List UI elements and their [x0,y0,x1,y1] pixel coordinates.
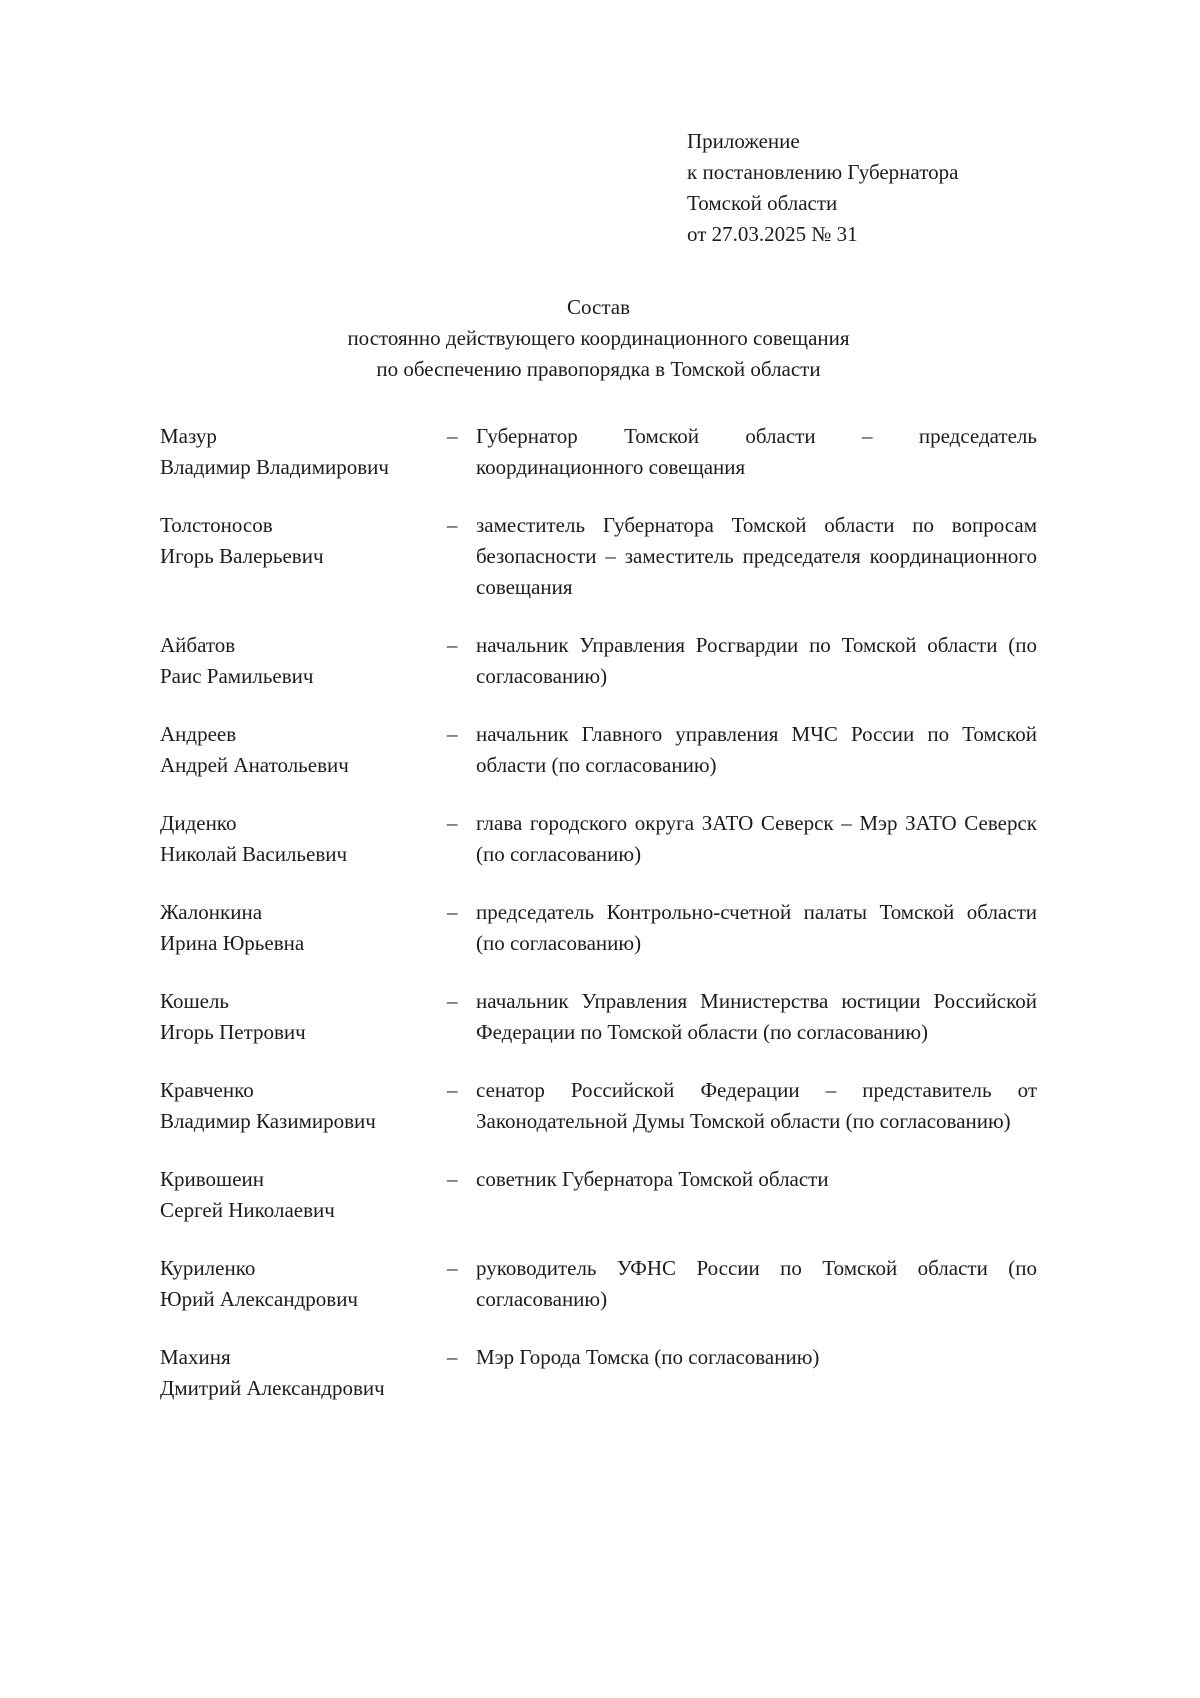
member-position: Губернатор Томской области – председатель координационного совещания [476,424,1037,479]
member-surname: Кравченко [160,1078,254,1102]
member-position: глава городского округа ЗАТО Северск – Мэр ЗАТО Северск (по согласованию) [476,811,1037,866]
member-row [160,1342,1037,1404]
member-name [160,630,447,692]
member-surname: Айбатов [160,633,236,657]
dash-separator: – [447,1256,458,1280]
member-surname: Андреев [160,722,237,746]
member-position: Мэр Города Томска (по согласованию) [476,1345,820,1369]
member-position: председатель Контрольно-счетной палаты Томской области (по согласованию) [476,900,1037,955]
member-name [160,808,447,870]
member-name [160,719,447,781]
member-row [160,1164,1037,1226]
member-surname: Жалонкина [160,900,263,924]
appendix-header-line: Приложение [687,129,800,153]
member-surname: Диденко [160,811,237,835]
document-title-line: постоянно действующего координационного совещания [347,326,850,350]
dash-separator: – [447,811,458,835]
dash-separator: – [447,513,458,537]
member-row [160,986,1037,1048]
member-name [160,986,447,1048]
member-position: начальник Главного управления МЧС России по Томской области (по согласованию) [476,722,1037,777]
appendix-header-line: от 27.03.2025 № 31 [687,222,858,246]
member-surname: Куриленко [160,1256,256,1280]
member-given-names: Юрий Александрович [160,1287,358,1311]
member-surname: Мазур [160,424,217,448]
member-given-names: Владимир Казимирович [160,1109,376,1133]
member-name [160,1164,447,1226]
member-given-names: Ирина Юрьевна [160,931,305,955]
member-surname: Толстоносов [160,513,273,537]
appendix-header [687,126,1037,250]
member-position: начальник Управления Росгвардии по Томской области (по согласованию) [476,633,1037,688]
member-row [160,808,1037,870]
member-position: начальник Управления Министерства юстиции Российской Федерации по Томской области (по согласованию) [476,989,1037,1044]
dash-separator: – [447,1078,458,1102]
member-surname: Кривошеин [160,1167,264,1191]
appendix-header-line: Томской области [687,191,838,215]
member-given-names: Сергей Николаевич [160,1198,335,1222]
document-title-line: по обеспечению правопорядка в Томской области [376,357,821,381]
member-row [160,719,1037,781]
member-row [160,1075,1037,1137]
member-given-names: Дмитрий Александрович [160,1376,385,1400]
dash-separator: – [447,722,458,746]
member-position: сенатор Российской Федерации – представитель от Законодательной Думы Томской области (по согласованию) [476,1078,1037,1133]
dash-separator: – [447,989,458,1013]
member-given-names: Андрей Анатольевич [160,753,349,777]
member-row [160,510,1037,603]
appendix-header-line: к постановлению Губернатора [687,160,959,184]
member-position: заместитель Губернатора Томской области по вопросам безопасности – заместитель председателя координационного совещания [476,513,1037,599]
dash-separator: – [447,1345,458,1369]
dash-separator: – [447,900,458,924]
member-given-names: Игорь Петрович [160,1020,306,1044]
member-given-names: Николай Васильевич [160,842,348,866]
member-given-names: Игорь Валерьевич [160,544,324,568]
member-row [160,421,1037,483]
member-row [160,1253,1037,1315]
document-title [160,292,1037,385]
document-title-line: Состав [566,295,631,319]
dash-separator: – [447,633,458,657]
member-position: руководитель УФНС России по Томской области (по согласованию) [476,1256,1037,1311]
member-name [160,510,447,572]
member-row [160,897,1037,959]
member-surname: Махиня [160,1345,231,1369]
member-name [160,897,447,959]
member-name [160,1253,447,1315]
member-given-names: Владимир Владимирович [160,455,389,479]
member-name [160,421,447,483]
member-name [160,1342,447,1404]
member-given-names: Раис Рамильевич [160,664,314,688]
member-name [160,1075,447,1137]
dash-separator: – [447,424,458,448]
member-position: советник Губернатора Томской области [476,1167,829,1191]
member-surname: Кошель [160,989,230,1013]
members-list [160,421,1037,1404]
member-row [160,630,1037,692]
dash-separator: – [447,1167,458,1191]
